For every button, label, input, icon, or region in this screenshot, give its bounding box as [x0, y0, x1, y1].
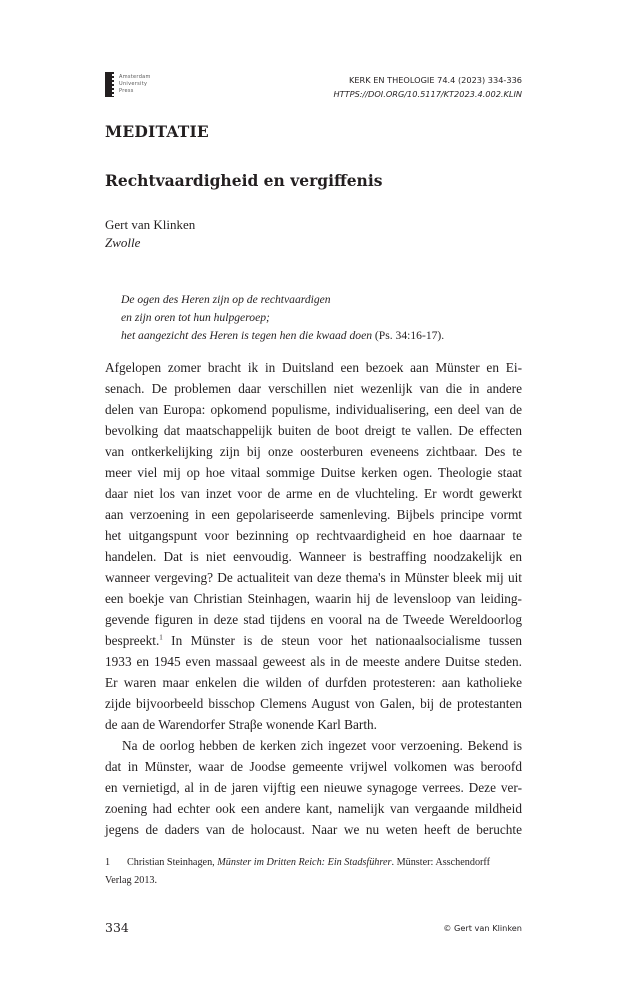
footnote-publisher: . Münster: Asschendorff — [391, 857, 491, 868]
epigraph-line: en zijn oren tot hun hulpgeroep; — [121, 311, 270, 324]
copyright-notice: © Gert van Klinken — [443, 923, 522, 933]
body-line: zijde bijvoorbeeld bisschop Clemens August von Galen, bij de protestanten — [105, 696, 522, 711]
logo-word: University — [119, 81, 148, 87]
page-footer — [105, 919, 522, 939]
footnote-number: 1 — [105, 857, 111, 868]
epigraph-line-last — [121, 327, 522, 345]
body-line: jegens de daders van de holocaust. Naar we nu weten heeft de beruchte — [105, 822, 522, 837]
body-line: de aan de Warendorfer Straβe wonende Karl Barth. — [105, 717, 378, 732]
article-page — [0, 71, 627, 993]
page-header — [105, 71, 522, 131]
publisher-logo — [105, 72, 165, 100]
footnote-line — [105, 854, 522, 872]
body-text-span: In Münster is de steun voor het nationaalsocialisme tussen — [162, 633, 522, 648]
footnote-author: Christian Steinhagen, — [127, 857, 218, 868]
body-line: bevolking dat maatschappelijk buiten de boot dreigt te vallen. De effecten — [105, 423, 522, 438]
author-block — [105, 216, 522, 252]
journal-citation: KERK EN THEOLOGIE 74.4 (2023) 334-336 — [349, 75, 522, 85]
body-line: 1933 en 1945 even massaal geweest als in de meeste andere Duitse steden. — [105, 654, 522, 669]
publisher-logo-text — [119, 74, 151, 95]
section-heading: MEDITATIE — [105, 122, 209, 141]
body-line: een boekje van Christian Steinhagen, waarin hij de levensloop van leiding- — [105, 591, 522, 606]
body-line: delen van Europa: opkomend populisme, individualisering, een deel van de — [105, 402, 522, 417]
body-line: Na de oorlog hebben de kerken zich ingezet voor verzoening. Bekend is — [122, 738, 522, 753]
logo-word: Amsterdam — [119, 74, 151, 80]
body-line: Er waren maar enkelen die wilden of durfden protesteren: aan katholieke — [105, 675, 522, 690]
doi-link[interactable]: HTTPS://DOI.ORG/10.5117/KT2023.4.002.KLIN — [333, 89, 522, 99]
logo-word: Press — [119, 88, 134, 94]
footnote — [105, 854, 522, 890]
page-number: 334 — [105, 920, 129, 935]
body-text — [105, 357, 522, 840]
footnote-line: Verlag 2013. — [105, 875, 158, 886]
footnote-reference[interactable]: 1 — [159, 633, 163, 642]
body-line: handelen. Dat is niet eenvoudig. Wanneer is bestraffing noodzakelijk en — [105, 549, 522, 564]
body-line: Afgelopen zomer bracht ik in Duitsland een bezoek aan Münster en Ei- — [105, 360, 522, 375]
body-line: senach. De problemen daar verschillen niet wezenlijk van die in andere — [105, 381, 522, 396]
body-line-with-footnote — [105, 630, 522, 651]
body-text-span: bespreekt. — [105, 633, 160, 648]
body-line: daar niet los van inzet voor de arme en de vluchteling. Er wordt gewerkt — [105, 486, 522, 501]
body-line: aan verzoening in een gepolariseerde samenleving. Bijbels principe vormt — [105, 507, 522, 522]
footnote-work-title: Münster im Dritten Reich: Ein Stadsführer — [217, 857, 392, 868]
body-line: meer viel mij op hoe vitaal sommige Duitse kerken ogen. Theologie staat — [105, 465, 522, 480]
body-line: het uitgangspunt voor bezinning op rechtvaardigheid en hoe daarnaar te — [105, 528, 522, 543]
body-line: dat in Münster, waar de Joodse gemeente vrijwel volkomen was beroofd — [105, 759, 522, 774]
body-line: wanneer vergeving? De actualiteit van deze thema's in Münster bleek mij uit — [105, 570, 522, 585]
body-line: gevende figuren in deze stad tijdens en vooral na de Tweede Wereldoorlog — [105, 612, 522, 627]
body-line: en vernietigd, al in de jaren vijftig een nieuwe synagoge verrees. Deze ver- — [105, 780, 522, 795]
epigraph-reference: (Ps. 34:16-17). — [372, 329, 445, 342]
author-name: Gert van Klinken — [105, 217, 196, 232]
journal-header — [333, 73, 522, 101]
author-affiliation: Zwolle — [105, 235, 141, 250]
body-line: zoening had echter ook een andere kant, namelijk van vergaande mildheid — [105, 801, 522, 816]
epigraph-line: De ogen des Heren zijn op de rechtvaardigen — [121, 293, 331, 306]
publisher-logo-mark — [105, 72, 112, 97]
epigraph — [105, 291, 522, 345]
epigraph-line: het aangezicht des Heren is tegen hen die kwaad doen — [121, 329, 373, 342]
article-title: Rechtvaardigheid en vergiffenis — [105, 171, 383, 190]
body-line: van ontkerkelijking zijn bij onze oosterburen eveneens zichtbaar. Des te — [105, 444, 522, 459]
